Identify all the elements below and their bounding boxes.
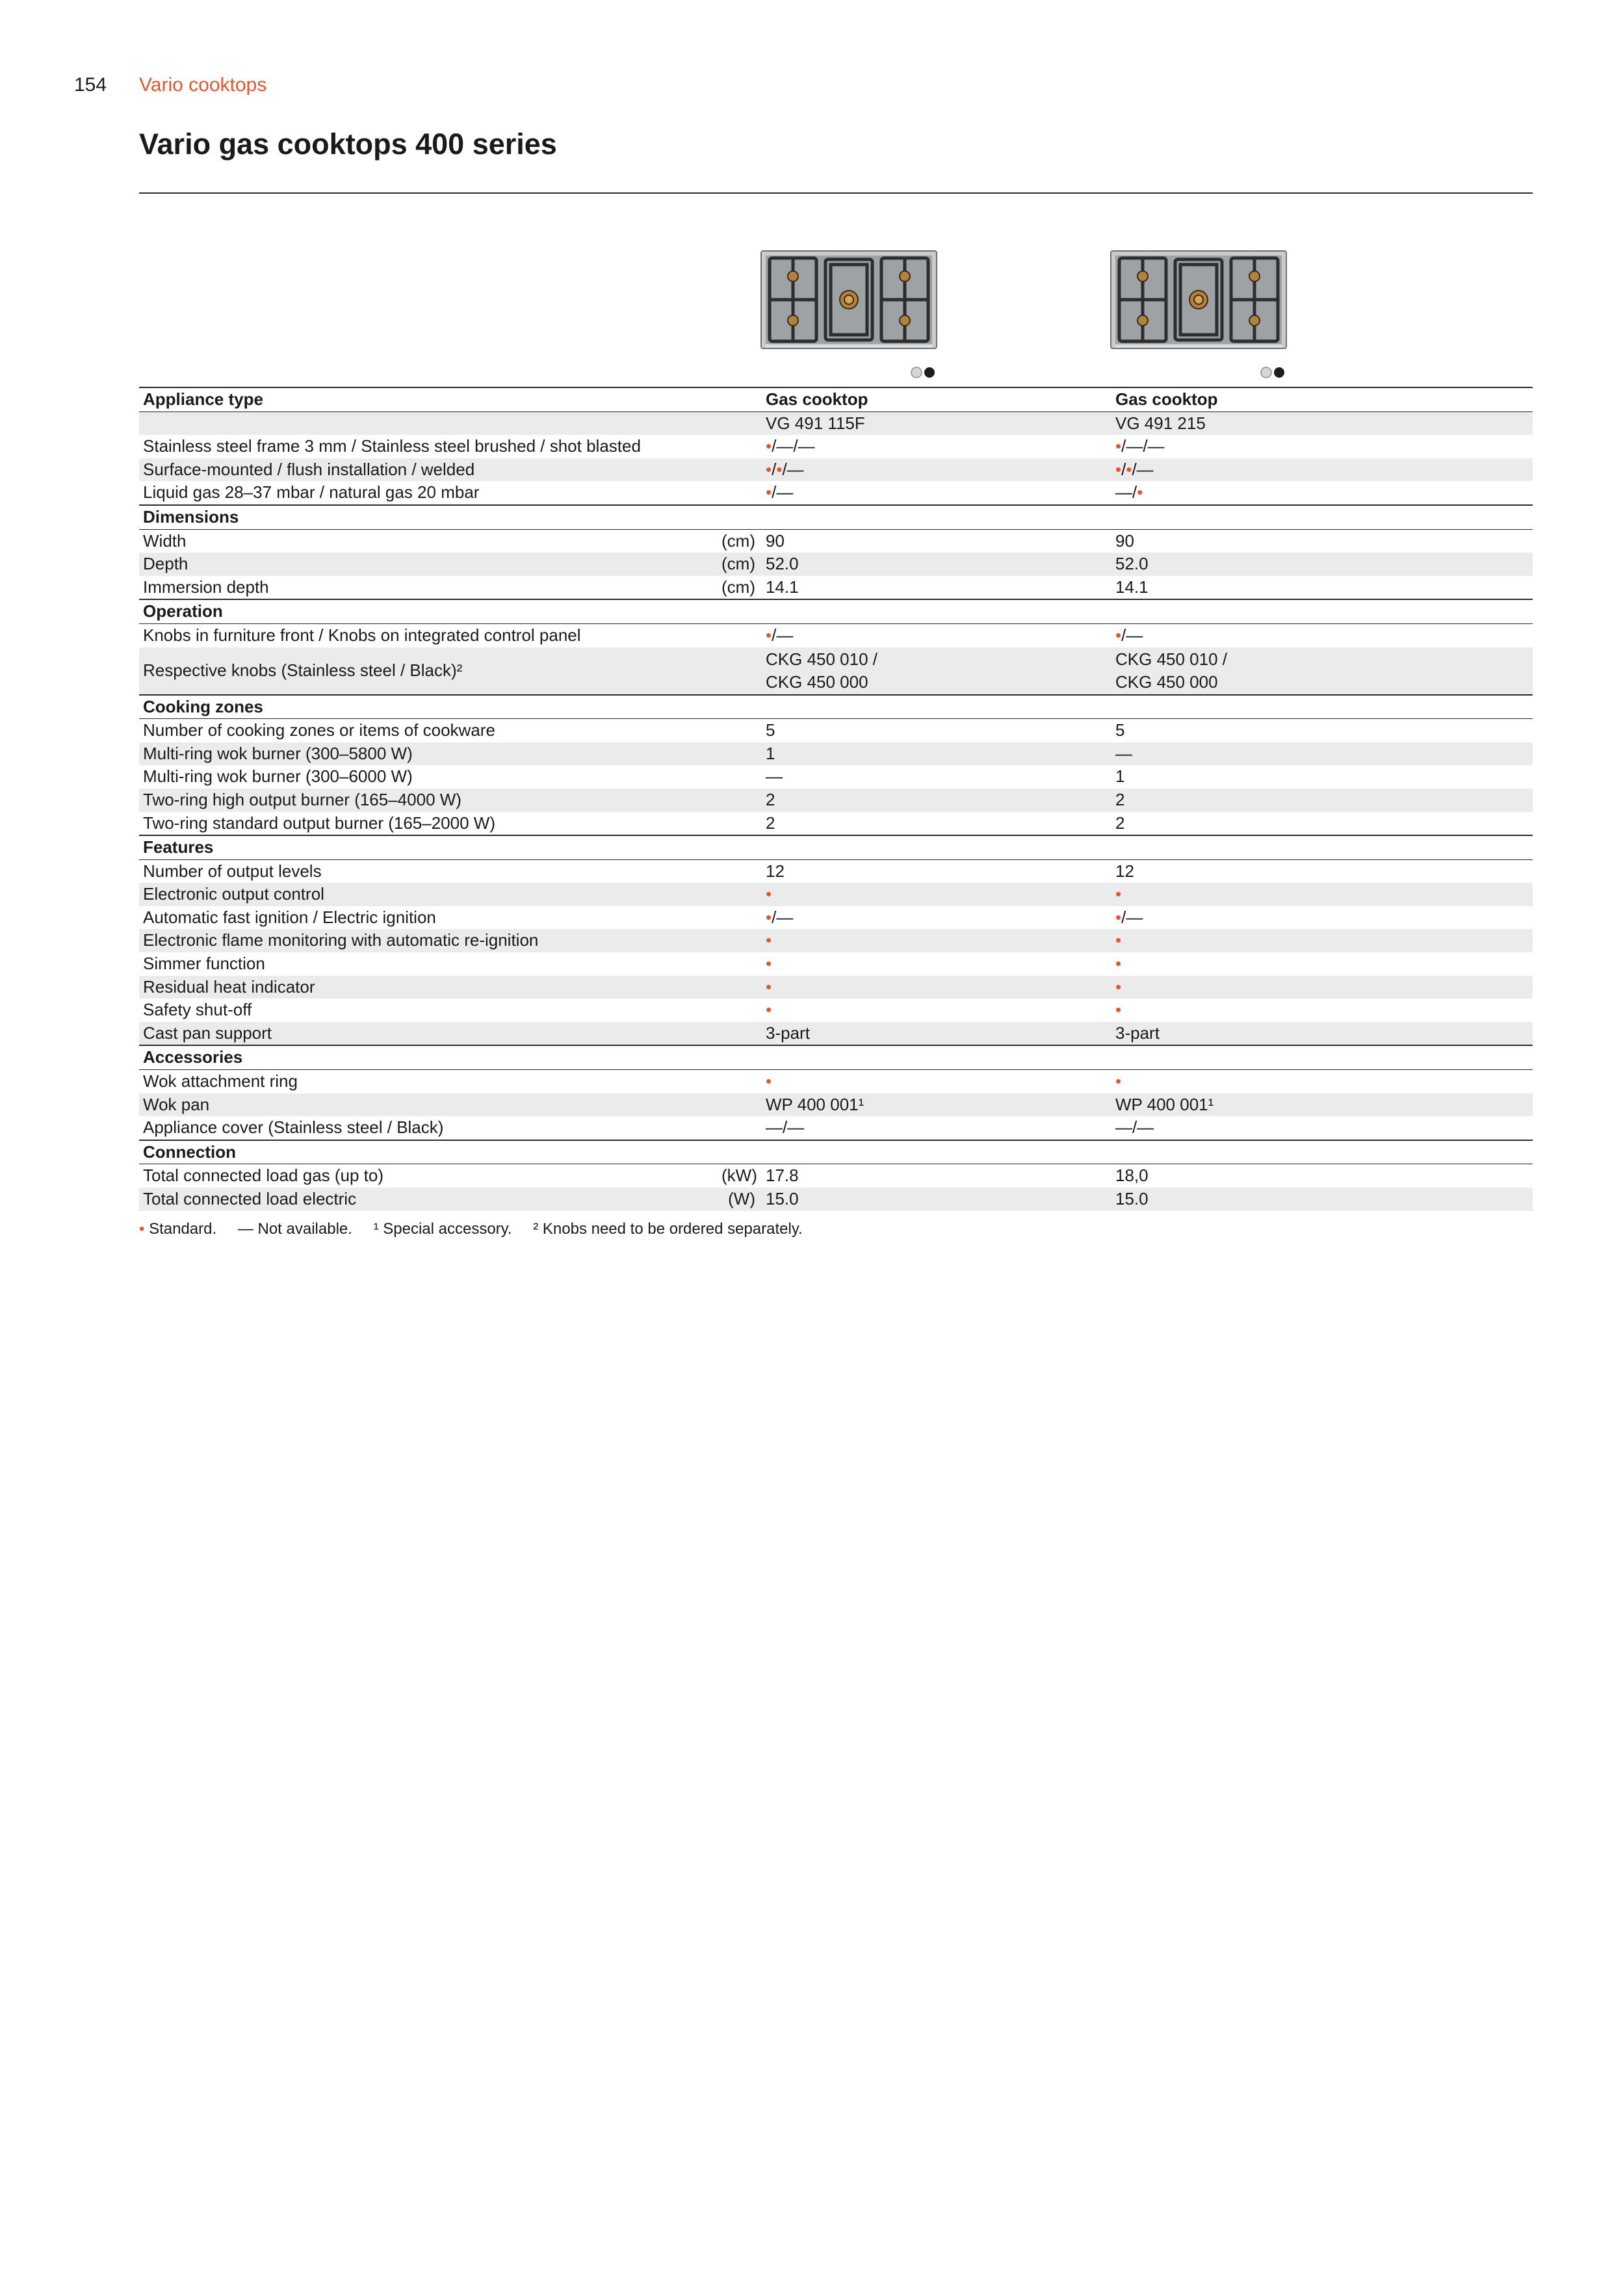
- row-value-col1: •/•/—: [762, 458, 1111, 482]
- footnote-special-accessory: ¹ Special accessory.: [373, 1220, 512, 1238]
- row-label: Two-ring standard output burner (165–2000 W): [143, 813, 495, 833]
- value-line: CKG 450 000: [1115, 672, 1218, 692]
- table-row: [139, 1116, 1533, 1140]
- row-value-col2: 3-part: [1111, 1022, 1533, 1046]
- row-value-col2: —/•: [1115, 482, 1143, 502]
- row-label: Simmer function: [143, 954, 265, 974]
- row-label: Surface-mounted / flush installation / welded: [139, 458, 721, 482]
- table-row: [139, 1164, 1533, 1188]
- section-heading: Operation: [139, 599, 1533, 623]
- row-unit: [721, 883, 762, 906]
- row-label: Electronic flame monitoring with automatic re-ignition: [139, 929, 721, 952]
- section-heading: Connection: [139, 1140, 1533, 1164]
- row-value-col1: •: [766, 954, 772, 974]
- table-row: [139, 906, 1533, 930]
- table-row: [139, 952, 1533, 976]
- row-value-col1: —/—: [766, 1117, 805, 1138]
- row-value-col2: WP 400 001¹: [1111, 1093, 1533, 1117]
- row-label: Multi-ring wok burner (300–5800 W): [139, 742, 721, 766]
- row-value-col1: •/—: [766, 907, 794, 927]
- row-label: Total connected load electric: [139, 1188, 721, 1211]
- table-row: [139, 1070, 1533, 1093]
- row-label: Liquid gas 28–37 mbar / natural gas 20 mbar: [143, 482, 480, 502]
- row-label: Residual heat indicator: [139, 976, 721, 999]
- table-row: [139, 1188, 1533, 1211]
- row-label: Electronic output control: [139, 883, 721, 906]
- footnote-not-available: — Not available.: [237, 1220, 352, 1238]
- product-image-vg491215: [1110, 250, 1287, 354]
- table-row: [139, 1022, 1533, 1046]
- row-value-col1: —: [766, 766, 783, 787]
- page-number: 154: [74, 74, 107, 96]
- table-row: [139, 883, 1533, 906]
- row-value-col2: •/—/—: [1115, 436, 1165, 456]
- knob-options-icon: [906, 365, 942, 380]
- row-unit: [721, 812, 762, 836]
- row-value-col1: •: [762, 883, 1111, 906]
- row-value-col1: •/—/—: [766, 436, 815, 456]
- row-value-col1: •: [762, 929, 1111, 952]
- table-row: [139, 623, 1533, 647]
- row-value-col2: 2: [1115, 813, 1125, 833]
- header-label: Appliance type: [139, 387, 721, 411]
- section-heading-row: [139, 1045, 1533, 1069]
- row-value-col2: 12: [1115, 861, 1134, 881]
- row-value-col1: 2: [762, 789, 1111, 812]
- row-value-col2: 1: [1115, 766, 1125, 787]
- row-label: Cast pan support: [139, 1022, 721, 1046]
- row-value-col2: •: [1111, 929, 1533, 952]
- section-heading: Features: [139, 835, 1533, 859]
- table-row: [139, 859, 1533, 883]
- value-line: CKG 450 010 /: [1115, 649, 1227, 669]
- row-unit: [721, 906, 762, 930]
- product-image-vg491115f: [760, 250, 937, 354]
- row-value-col2: VG 491 215: [1111, 411, 1533, 435]
- row-value-col1: 90: [766, 530, 785, 551]
- row-unit: [721, 1093, 762, 1117]
- row-unit: [721, 929, 762, 952]
- row-value-col1: •: [766, 1000, 772, 1020]
- table-row: [139, 929, 1533, 952]
- row-value-col1: 12: [766, 861, 785, 881]
- row-value-col2: 5: [1115, 720, 1125, 740]
- row-unit: [721, 1070, 762, 1093]
- row-unit: [721, 976, 762, 999]
- row-value-col1: •/—: [766, 625, 794, 645]
- row-label: Respective knobs (Stainless steel / Black)²: [139, 647, 721, 695]
- row-unit: [721, 952, 762, 976]
- row-unit: (W): [721, 1188, 762, 1211]
- row-value-col1: [762, 647, 1111, 695]
- table-header-row: [139, 387, 1533, 411]
- row-unit: [721, 765, 762, 789]
- row-label: Automatic fast ignition / Electric ignition: [143, 907, 436, 927]
- row-value-col1: •: [766, 1071, 772, 1091]
- section-heading-row: [139, 599, 1533, 623]
- page-title: Vario gas cooktops 400 series: [139, 127, 557, 161]
- row-value-col2: 18,0: [1115, 1166, 1149, 1186]
- row-value-col2: [1111, 647, 1533, 695]
- row-unit: [721, 719, 762, 742]
- row-unit: [721, 458, 762, 482]
- footnote: [139, 1220, 820, 1238]
- row-unit: [721, 859, 762, 883]
- row-unit: [721, 481, 762, 505]
- row-unit: (cm): [721, 553, 762, 576]
- table-row: [139, 765, 1533, 789]
- row-value-col2: •/—: [1115, 625, 1143, 645]
- row-unit: (cm): [721, 530, 755, 551]
- row-label: Immersion depth: [143, 577, 269, 597]
- row-unit: [721, 1022, 762, 1046]
- row-unit: (kW): [721, 1166, 757, 1186]
- table-row: [139, 576, 1533, 600]
- section-heading: Dimensions: [139, 505, 1533, 529]
- section-heading-row: [139, 505, 1533, 529]
- table-row: [139, 976, 1533, 999]
- row-value-col2: •: [1111, 883, 1533, 906]
- row-value-col2: 52.0: [1111, 553, 1533, 576]
- table-row: [139, 742, 1533, 766]
- section-label: Vario cooktops: [139, 74, 267, 96]
- row-label: Number of cooking zones or items of cookware: [143, 720, 495, 740]
- table-row: [139, 481, 1533, 505]
- row-unit: [721, 623, 762, 647]
- header-col1: Gas cooktop: [762, 387, 1111, 411]
- row-label: [139, 411, 721, 435]
- spec-table: [139, 387, 1533, 1211]
- row-value-col1: 1: [762, 742, 1111, 766]
- row-label: Multi-ring wok burner (300–6000 W): [143, 766, 413, 787]
- row-value-col1: 52.0: [762, 553, 1111, 576]
- table-row: [139, 647, 1533, 695]
- table-row: [139, 435, 1533, 458]
- row-unit: [721, 647, 762, 695]
- table-row: [139, 411, 1533, 435]
- footnote-standard: • Standard.: [139, 1220, 217, 1238]
- row-value-col2: —: [1111, 742, 1533, 766]
- table-row: [139, 998, 1533, 1022]
- table-row: [139, 812, 1533, 836]
- header-col2: Gas cooktop: [1111, 387, 1533, 411]
- knob-options-icon: [1256, 365, 1292, 380]
- row-value-col2: •/•/—: [1111, 458, 1533, 482]
- row-value-col2: 2: [1111, 789, 1533, 812]
- section-heading-row: [139, 1140, 1533, 1164]
- row-value-col1: •: [762, 976, 1111, 999]
- row-value-col2: 90: [1115, 530, 1134, 551]
- row-unit: [721, 789, 762, 812]
- row-value-col1: 17.8: [766, 1166, 799, 1186]
- row-unit: [721, 742, 762, 766]
- row-value-col1: 2: [766, 813, 775, 833]
- row-value-col1: 3-part: [762, 1022, 1111, 1046]
- row-value-col1: 14.1: [766, 577, 799, 597]
- row-label: Safety shut-off: [143, 1000, 252, 1020]
- row-label: Appliance cover (Stainless steel / Black): [143, 1117, 444, 1138]
- row-value-col2: •: [1115, 1000, 1122, 1020]
- row-unit: [721, 1116, 762, 1140]
- table-row: [139, 529, 1533, 553]
- value-line: CKG 450 000: [766, 672, 868, 692]
- row-value-col2: •: [1115, 1071, 1122, 1091]
- footnote-knobs: ² Knobs need to be ordered separately.: [533, 1220, 803, 1238]
- row-label: Depth: [139, 553, 721, 576]
- table-row: [139, 719, 1533, 742]
- section-heading-row: [139, 695, 1533, 719]
- value-line: CKG 450 010 /: [766, 649, 877, 669]
- row-unit: (cm): [721, 577, 755, 597]
- row-value-col2: •: [1115, 954, 1122, 974]
- row-value-col1: 15.0: [762, 1188, 1111, 1211]
- row-value-col2: •: [1111, 976, 1533, 999]
- row-value-col1: VG 491 115F: [762, 411, 1111, 435]
- section-heading-row: [139, 835, 1533, 859]
- row-label: Width: [143, 530, 187, 551]
- table-row: [139, 458, 1533, 482]
- table-row: [139, 1093, 1533, 1117]
- section-heading: Cooking zones: [139, 695, 1533, 719]
- row-label: Stainless steel frame 3 mm / Stainless steel brushed / shot blasted: [143, 436, 641, 456]
- row-label: Knobs in furniture front / Knobs on integrated control panel: [143, 625, 581, 645]
- row-unit: [721, 435, 762, 458]
- spec-body: [139, 411, 1533, 1211]
- row-unit: [721, 411, 762, 435]
- row-unit: [721, 998, 762, 1022]
- row-label: Wok pan: [139, 1093, 721, 1117]
- row-value-col2: 15.0: [1111, 1188, 1533, 1211]
- table-row: [139, 789, 1533, 812]
- section-heading: Accessories: [139, 1045, 1533, 1069]
- row-value-col1: •/—: [766, 482, 794, 502]
- table-row: [139, 553, 1533, 576]
- row-value-col1: 5: [766, 720, 775, 740]
- row-value-col2: 14.1: [1115, 577, 1149, 597]
- row-label: Total connected load gas (up to): [143, 1166, 384, 1186]
- row-value-col2: •/—: [1115, 907, 1143, 927]
- row-value-col2: —/—: [1115, 1117, 1154, 1138]
- title-divider: [139, 192, 1533, 194]
- row-value-col1: WP 400 001¹: [762, 1093, 1111, 1117]
- row-label: Two-ring high output burner (165–4000 W): [139, 789, 721, 812]
- row-label: Number of output levels: [143, 861, 322, 881]
- row-label: Wok attachment ring: [143, 1071, 298, 1091]
